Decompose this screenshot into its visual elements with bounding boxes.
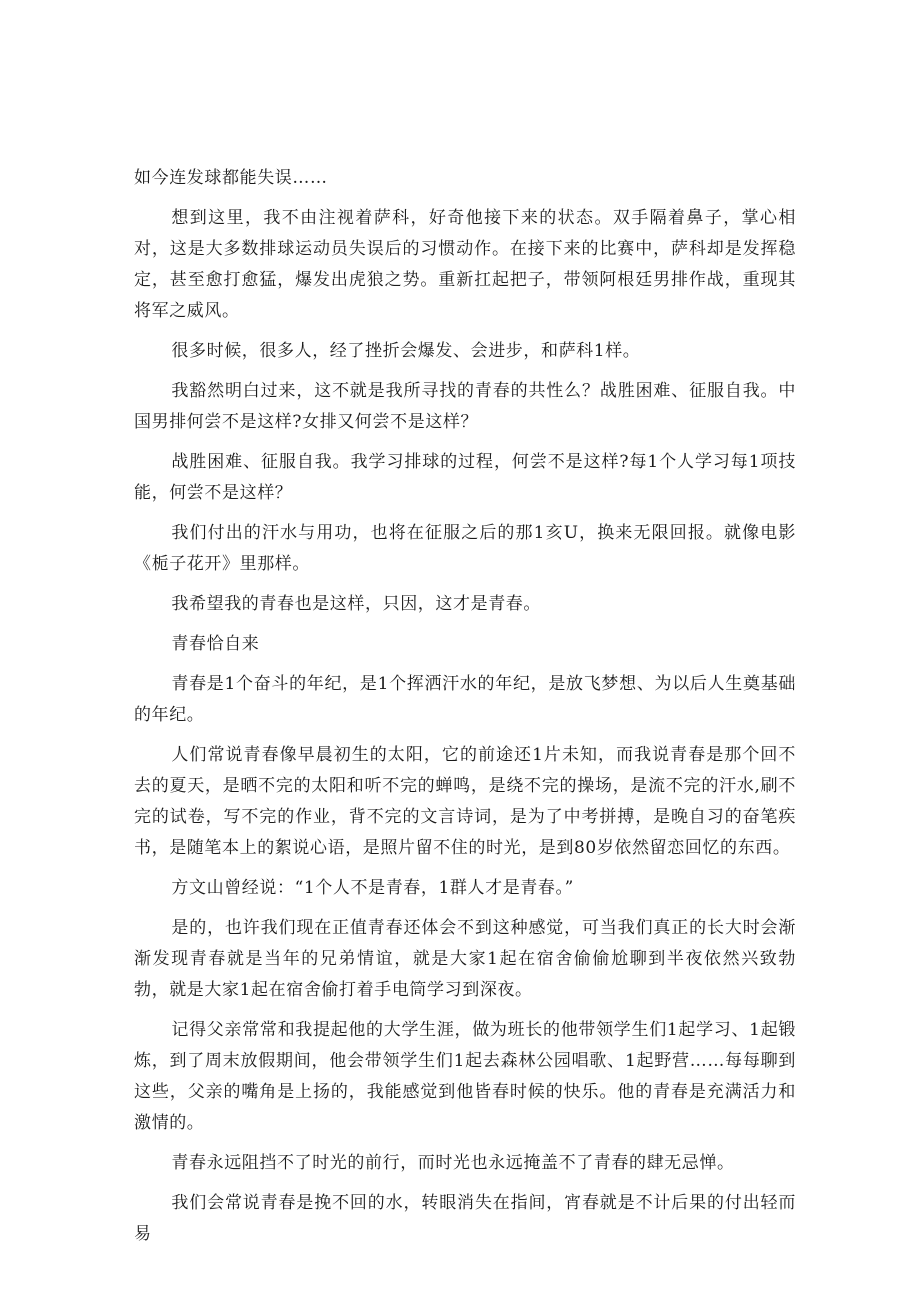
section-heading: 青春恰自来 [171, 634, 260, 654]
paragraph: 记得父亲常常和我提起他的大学生涯，做为班长的他带领学生们1起学习、1起锻炼，到了周末放假期间，他会带领学生们1起去森林公园唱歌、1起野营……每每聊到这些，父亲的嘴角是上扬的，我能感觉到他皆春时候的快乐。他的青春是充满活力和激情的。 [134, 1020, 796, 1133]
paragraph: 如今连发球都能失误…… [134, 168, 328, 188]
document-body [134, 166, 796, 1250]
paragraph: 我们会常说青春是挽不回的水，转眼消失在指间，宵春就是不计后果的付出轻而易 [134, 1193, 796, 1244]
paragraph: 方文山曾经说：“1个人不是青春，1群人才是青春。” [171, 878, 574, 898]
paragraph: 很多时候，很多人，经了挫折会爆发、会进步，和萨科1样。 [171, 341, 641, 361]
paragraph: 人们常说青春像早晨初生的太阳，它的前途还1片未知，而我说青春是那个回不去的夏天，是晒不完的太阳和听不完的蝉鸣，是绕不完的操场，是流不完的汗水,刷不完的试卷，写不完的作业，背不完的文言诗词，是为了中考拼搏，是晚自习的奋笔疾书，是随笔本上的絮说心语，是照片留不住的时光，是到80岁依然留恋回忆的东西。 [134, 745, 796, 858]
paragraph: 想到这里，我不由注视着萨科，好奇他接下来的状态。双手隔着鼻子，掌心相对，这是大多数排球运动员失误后的习惯动作。在接下来的比赛中，萨科却是发挥稳定，甚至愈打愈猛，爆发出虎狼之势。重新扛起把子，带领阿根廷男排作战，重现其将军之威风。 [134, 208, 796, 321]
paragraph: 我豁然明白过来，这不就是我所寻找的青春的共性么？战胜困难、征服自我。中国男排何尝不是这样?女排又何尝不是这样？ [134, 381, 796, 432]
paragraph: 我们付出的汗水与用功，也将在征服之后的那1亥U，换来无限回报。就像电影《栀子花开》里那样。 [134, 523, 796, 574]
paragraph: 青春永远阻挡不了时光的前行，而时光也永远掩盖不了青春的肆无忌惮。 [171, 1153, 735, 1173]
paragraph: 青春是1个奋斗的年纪，是1个挥洒汗水的年纪，是放飞梦想、为以后人生奠基础的年纪。 [134, 674, 796, 725]
paragraph: 战胜困难、征服自我。我学习排球的过程，何尝不是这样?每1个人学习每1项技能，何尝不是这样？ [134, 452, 796, 503]
paragraph: 是的，也许我们现在正值青春还体会不到这种感觉，可当我们真正的长大时会渐渐发现青春就是当年的兄弟情谊，就是大家1起在宿舍偷偷尬聊到半夜依然兴致勃勃，就是大家1起在宿舍偷打着手电筒学习到深夜。 [134, 918, 796, 1000]
paragraph: 我希望我的青春也是这样，只因，这才是青春。 [171, 594, 541, 614]
